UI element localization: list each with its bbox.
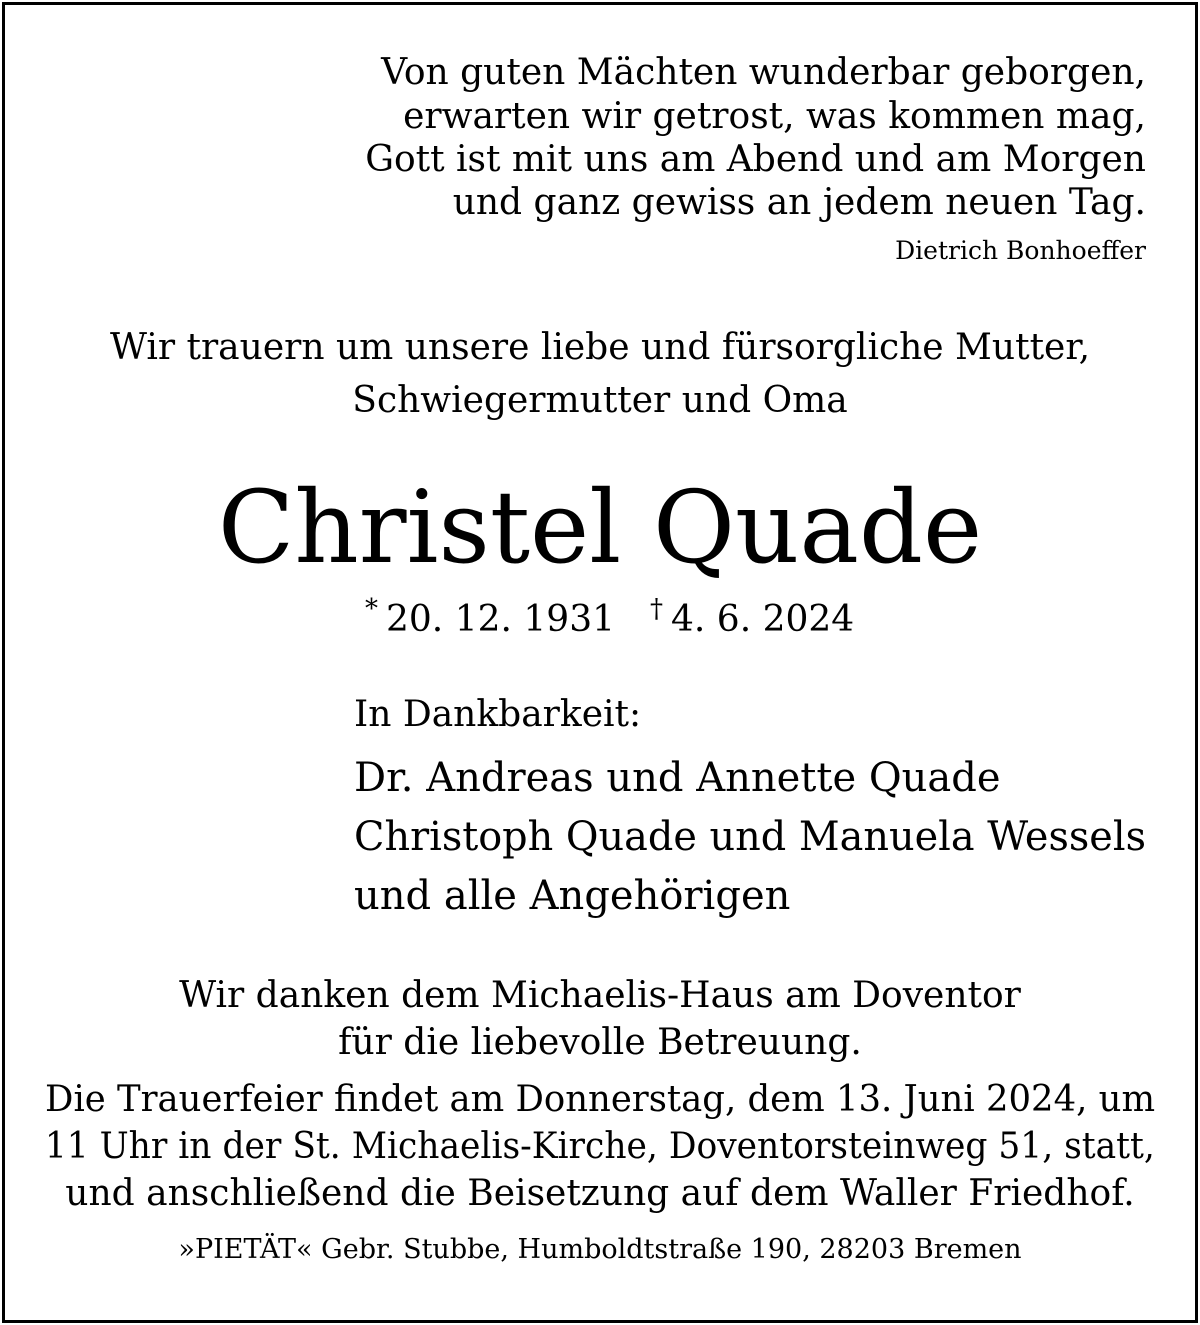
- deceased-name: Christel Quade: [217, 469, 983, 586]
- poem-line: Gott ist mit uns am Abend und am Morgen: [365, 139, 1146, 180]
- death-date: 4. 6. 2024: [671, 599, 855, 640]
- birth-mark: *: [365, 594, 378, 624]
- birth-date-group: [365, 596, 615, 638]
- gratitude-heading: In Dankbarkeit:: [354, 694, 642, 735]
- ceremony-line: Die Trauerfeier findet am Donnerstag, dem 13. Juni 2024, um: [44, 1079, 1155, 1120]
- death-mark: †: [650, 594, 663, 624]
- family-name: Dr. Andreas und Annette Quade: [354, 755, 1001, 801]
- thanks-line: für die liebevolle Betreuung.: [338, 1022, 862, 1063]
- funeral-home-info: »PIETÄT« Gebr. Stubbe, Humboldtstraße 190, 28203 Bremen: [178, 1234, 1022, 1265]
- intro-line: Wir trauern um unsere liebe und fürsorgliche Mutter,: [109, 327, 1091, 368]
- poem-line: und ganz gewiss an jedem neuen Tag.: [452, 182, 1146, 223]
- ceremony-line: und anschließend die Beisetzung auf dem Waller Friedhof.: [65, 1173, 1135, 1214]
- family-name: Christoph Quade und Manuela Wessels: [354, 814, 1146, 860]
- poem-line: Von guten Mächten wunderbar geborgen,: [381, 52, 1146, 93]
- poem-author: Dietrich Bonhoeffer: [895, 236, 1146, 265]
- poem-line: erwarten wir getrost, was kommen mag,: [403, 96, 1146, 137]
- thanks-line: Wir danken dem Michaelis-Haus am Doventor: [179, 975, 1021, 1016]
- family-name: und alle Angehörigen: [354, 873, 791, 919]
- ceremony-line: 11 Uhr in der St. Michaelis-Kirche, Doventorsteinweg 51, statt,: [45, 1126, 1155, 1167]
- birth-date: 20. 12. 1931: [386, 599, 616, 640]
- death-date-group: [650, 596, 854, 638]
- intro-line: Schwiegermutter und Oma: [352, 380, 848, 421]
